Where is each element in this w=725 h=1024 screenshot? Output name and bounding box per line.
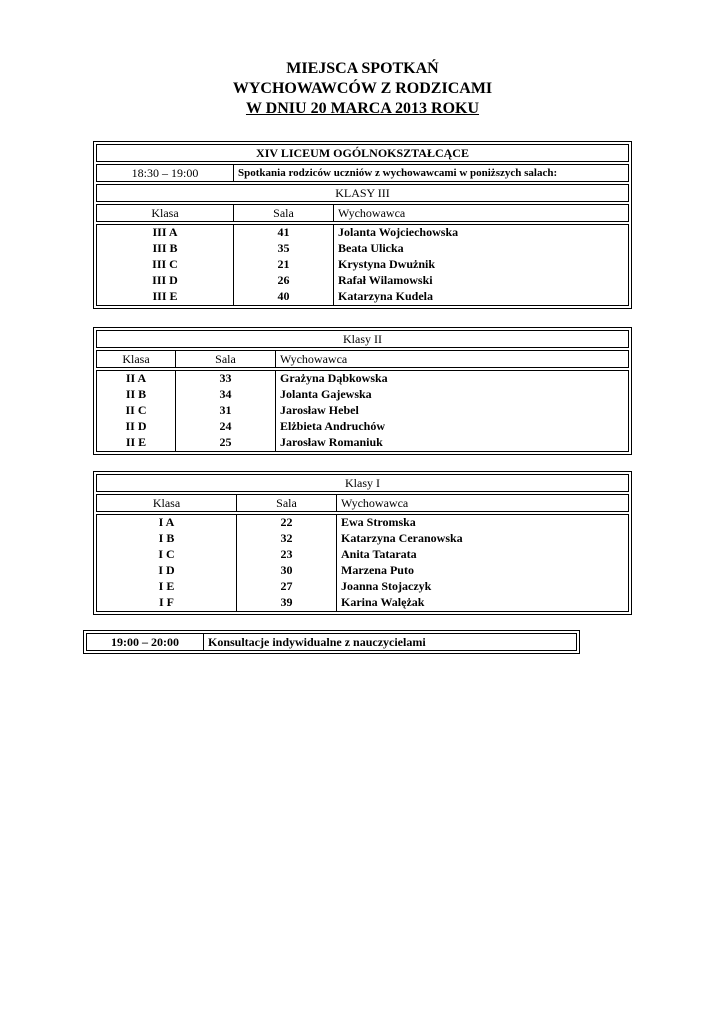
sala-cell: 40 (233, 289, 333, 305)
sala-cell: 34 (175, 387, 275, 403)
column-header-wychowawca: Wychowawca (275, 351, 628, 367)
table-row (97, 595, 628, 611)
session2-description: Konsultacje indywidualne z nauczycielami (203, 634, 576, 650)
wychowawca-cell: Jarosław Romaniuk (275, 435, 628, 451)
table-row (97, 515, 628, 531)
page-title-line-2: WYCHOWAWCÓW Z RODZICAMI (232, 80, 493, 97)
school-name: XIV LICEUM OGÓLNOKSZTAŁCĄCE (256, 146, 469, 160)
wychowawca-cell: Anita Tatarata (336, 547, 628, 563)
sala-cell: 24 (175, 419, 275, 435)
table-row (97, 241, 628, 257)
sala-cell: 33 (175, 371, 275, 387)
sala-cell: 26 (233, 273, 333, 289)
wychowawca-cell: Beata Ulicka (333, 241, 628, 257)
klasa-cell: I E (158, 579, 175, 593)
table-row (97, 371, 628, 387)
klasa-cell: I A (158, 515, 175, 529)
wychowawca-cell: Katarzyna Kudela (333, 289, 628, 305)
sala-cell: 23 (236, 547, 336, 563)
klasa-cell: II A (125, 371, 147, 385)
klasy-iii-header-row (96, 204, 629, 222)
sala-cell: 35 (233, 241, 333, 257)
wychowawca-cell: Krystyna Dwużnik (333, 257, 628, 273)
table-row (97, 387, 628, 403)
klasa-cell: III A (152, 225, 178, 239)
table-row (97, 273, 628, 289)
column-header-klasa: Klasa (151, 206, 179, 220)
section-klasy-ii (93, 327, 632, 455)
page-title-line-1: MIEJSCA SPOTKAŃ (286, 60, 439, 77)
wychowawca-cell: Elżbieta Andruchów (275, 419, 628, 435)
klasy-i-header-row (96, 494, 629, 512)
klasa-cell: II D (125, 419, 147, 433)
wychowawca-cell: Joanna Stojaczyk (336, 579, 628, 595)
klasa-cell: II C (125, 403, 147, 417)
klasy-iii-heading-row (96, 184, 629, 202)
sala-cell: 27 (236, 579, 336, 595)
klasa-cell: II B (125, 387, 147, 401)
klasa-cell: III C (152, 257, 178, 271)
sala-cell: 22 (236, 515, 336, 531)
klasy-i-heading-row (96, 474, 629, 492)
session2-row (86, 633, 577, 651)
column-header-wychowawca: Wychowawca (333, 205, 628, 221)
wychowawca-cell: Marzena Puto (336, 563, 628, 579)
sala-cell: 32 (236, 531, 336, 547)
sala-cell: 21 (233, 257, 333, 273)
column-header-klasa: Klasa (152, 496, 181, 510)
wychowawca-cell: Ewa Stromska (336, 515, 628, 531)
klasa-cell: I B (158, 531, 175, 545)
wychowawca-cell: Rafał Wilamowski (333, 273, 628, 289)
wychowawca-cell: Grażyna Dąbkowska (275, 371, 628, 387)
table-row (97, 435, 628, 451)
session1-time: 18:30 – 19:00 (131, 166, 199, 180)
column-header-sala: Sala (233, 205, 333, 221)
klasy-ii-header-row (96, 350, 629, 368)
sala-cell: 30 (236, 563, 336, 579)
klasy-ii-heading: Klasy II (343, 332, 382, 346)
section-klasy-iii (93, 141, 632, 309)
klasy-i-heading: Klasy I (345, 476, 380, 490)
sala-cell: 25 (175, 435, 275, 451)
klasa-cell: III B (152, 241, 178, 255)
klasa-cell: III E (152, 289, 178, 303)
table-row (97, 531, 628, 547)
table-row (97, 289, 628, 305)
sala-cell: 39 (236, 595, 336, 611)
klasy-ii-heading-row (96, 330, 629, 348)
wychowawca-cell: Katarzyna Ceranowska (336, 531, 628, 547)
klasy-iii-list (96, 224, 629, 306)
wychowawca-cell: Jolanta Wojciechowska (333, 225, 628, 241)
column-header-klasa: Klasa (122, 352, 150, 366)
column-header-sala: Sala (175, 351, 275, 367)
school-name-row (96, 144, 629, 162)
session1-row (96, 164, 629, 182)
table-row (97, 547, 628, 563)
table-row (97, 225, 628, 241)
klasa-cell: I C (158, 547, 175, 561)
column-header-sala: Sala (236, 495, 336, 511)
klasa-cell: III D (152, 273, 178, 287)
table-row (97, 579, 628, 595)
column-header-wychowawca: Wychowawca (336, 495, 628, 511)
wychowawca-cell: Karina Walężak (336, 595, 628, 611)
klasy-i-list (96, 514, 629, 612)
consultation-box (83, 630, 580, 654)
wychowawca-cell: Jolanta Gajewska (275, 387, 628, 403)
table-row (97, 257, 628, 273)
klasa-cell: I D (158, 563, 175, 577)
section-klasy-i (93, 471, 632, 615)
table-row (97, 563, 628, 579)
klasy-ii-list (96, 370, 629, 452)
page-title-line-3 (0, 99, 725, 119)
klasa-cell: I F (159, 595, 174, 609)
table-row (97, 419, 628, 435)
klasy-iii-heading: KLASY III (335, 186, 390, 200)
page-title-date: W DNIU 20 MARCA 2013 ROKU (245, 100, 480, 117)
sala-cell: 31 (175, 403, 275, 419)
session1-description: Spotkania rodziców uczniów z wychowawcami w poniższych salach: (233, 165, 628, 181)
session2-time: 19:00 – 20:00 (111, 635, 179, 649)
table-row (97, 403, 628, 419)
sala-cell: 41 (233, 225, 333, 241)
wychowawca-cell: Jarosław Hebel (275, 403, 628, 419)
klasa-cell: II E (125, 435, 147, 449)
